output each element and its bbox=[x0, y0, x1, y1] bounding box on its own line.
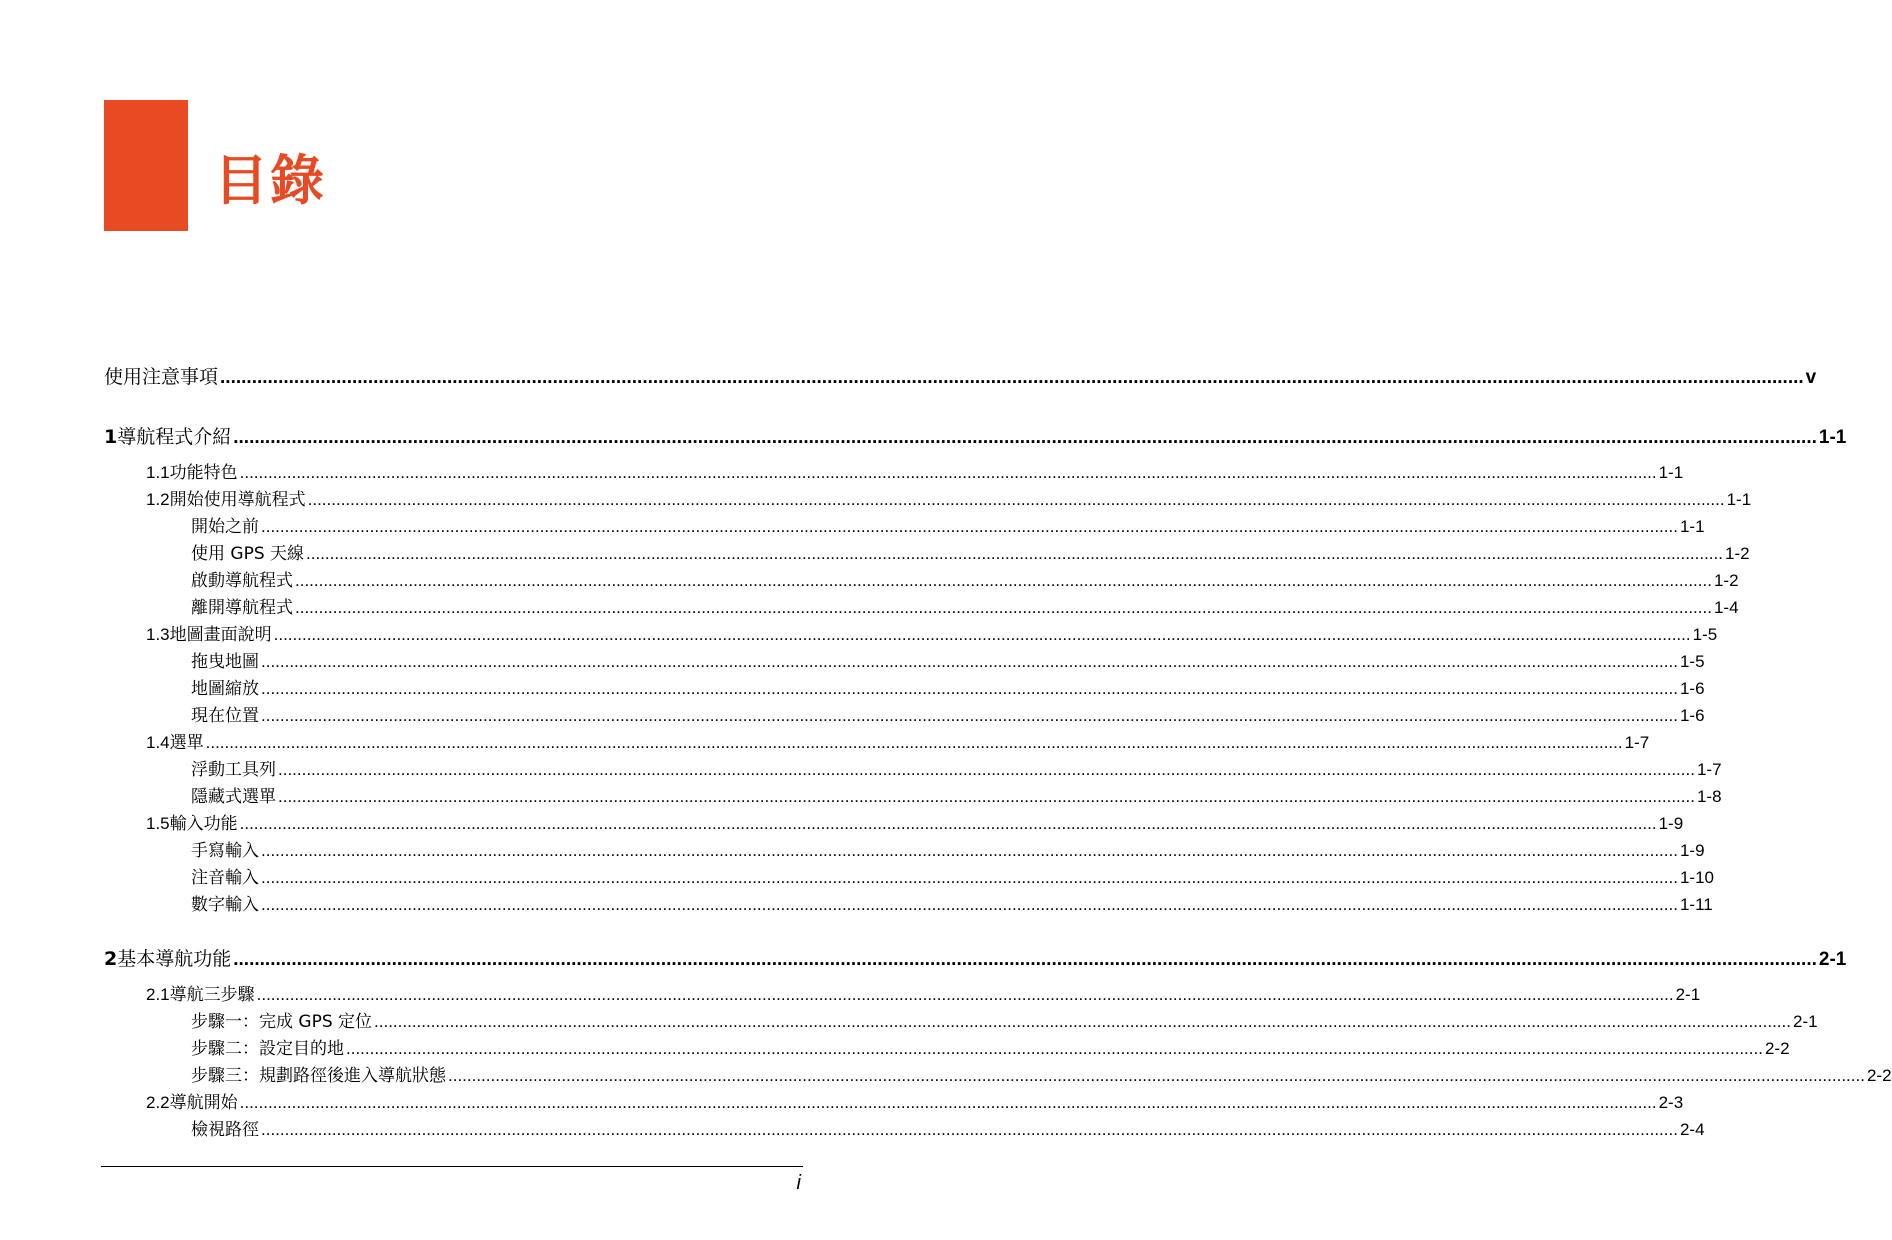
footer-divider bbox=[101, 1166, 803, 1167]
dot-leader: ............................................................................................................................................................................................................................................................................................................ bbox=[295, 598, 1712, 617]
toc-entry-page: 1-9 bbox=[1679, 841, 1705, 860]
toc-entry-title: 導航開始 bbox=[169, 1093, 238, 1113]
toc-entry[interactable] bbox=[191, 1007, 1818, 1032]
toc-entry[interactable] bbox=[191, 701, 1705, 726]
toc-entry-number: 1.1 bbox=[146, 463, 170, 482]
toc-entry-title: 離開導航程式 bbox=[191, 598, 293, 618]
toc-entry-page: v bbox=[1805, 367, 1817, 388]
dot-leader: ............................................................................................................................................................................................................................................................................................................ bbox=[233, 427, 1817, 448]
dot-leader: ............................................................................................................................................................................................................................................................................................................ bbox=[239, 463, 1657, 482]
toc-entry-page: 2-1 bbox=[1675, 985, 1701, 1004]
dot-leader: ............................................................................................................................................................................................................................................................................................................ bbox=[278, 760, 1695, 779]
dot-leader: ............................................................................................................................................................................................................................................................................................................ bbox=[278, 787, 1695, 806]
dot-leader: ............................................................................................................................................................................................................................................................................................................ bbox=[261, 868, 1678, 887]
toc-entry[interactable] bbox=[191, 674, 1705, 699]
toc-entry-title: 選單 bbox=[169, 733, 204, 753]
toc-entry-page: 1-7 bbox=[1696, 760, 1722, 779]
toc-entry-page: 1-9 bbox=[1658, 814, 1684, 833]
toc-entry-title: 手寫輸入 bbox=[191, 841, 259, 861]
toc-entry[interactable] bbox=[146, 809, 1684, 834]
toc-entry-number: 1.4 bbox=[146, 733, 170, 752]
toc-entry-page: 1-5 bbox=[1692, 625, 1718, 644]
toc-entry[interactable] bbox=[191, 863, 1714, 888]
toc-entry-page: 2-3 bbox=[1658, 1093, 1684, 1112]
toc-entry-page: 1-1 bbox=[1726, 490, 1752, 509]
toc-entry-number: 1.3 bbox=[146, 625, 170, 644]
dot-leader: ............................................................................................................................................................................................................................................................................................................ bbox=[295, 571, 1712, 590]
toc-entry-title: 開始使用導航程式 bbox=[169, 490, 306, 510]
toc-entry-title: 數字輸入 bbox=[191, 895, 259, 915]
page-number: i bbox=[796, 1172, 801, 1194]
toc-entry-page: 1-1 bbox=[1679, 517, 1705, 536]
toc-entry-number: 1 bbox=[104, 426, 118, 448]
toc-entry-page: 1-1 bbox=[1658, 463, 1684, 482]
toc-entry-title: 基本導航功能 bbox=[117, 948, 232, 970]
toc-entry-title: 開始之前 bbox=[191, 517, 259, 537]
toc-entry[interactable] bbox=[191, 566, 1739, 591]
toc-entry-title: 檢視路徑 bbox=[191, 1120, 259, 1140]
toc-entry-title: 步驟一：完成 GPS 定位 bbox=[191, 1012, 373, 1032]
toc-entry-number: 2 bbox=[104, 948, 118, 970]
dot-leader: ............................................................................................................................................................................................................................................................................................................ bbox=[239, 1093, 1657, 1112]
toc-entry-page: 1-10 bbox=[1679, 868, 1714, 887]
toc-entry[interactable] bbox=[146, 620, 1718, 645]
toc-entry[interactable] bbox=[146, 980, 1701, 1005]
dot-leader: ............................................................................................................................................................................................................................................................................................................ bbox=[261, 841, 1678, 860]
dot-leader: ............................................................................................................................................................................................................................................................................................................ bbox=[256, 985, 1674, 1004]
toc-entry-page: 2-1 bbox=[1792, 1012, 1818, 1031]
toc-entry-page: 1-8 bbox=[1696, 787, 1722, 806]
toc-entry-page: 2-4 bbox=[1679, 1120, 1705, 1139]
dot-leader: ............................................................................................................................................................................................................................................................................................................ bbox=[374, 1012, 1791, 1031]
toc-entry[interactable] bbox=[191, 836, 1705, 861]
dot-leader: ............................................................................................................................................................................................................................................................................................................ bbox=[346, 1039, 1763, 1058]
toc-entry-page: 1-6 bbox=[1679, 679, 1705, 698]
toc-entry[interactable] bbox=[191, 539, 1750, 564]
toc-entry-title: 輸入功能 bbox=[169, 814, 238, 834]
toc-entry-page: 1-5 bbox=[1679, 652, 1705, 671]
toc-entry-title: 現在位置 bbox=[191, 706, 259, 726]
toc-entry[interactable] bbox=[191, 890, 1713, 915]
dot-leader: ............................................................................................................................................................................................................................................................................................................ bbox=[205, 733, 1623, 752]
dot-leader: ............................................................................................................................................................................................................................................................................................................ bbox=[261, 517, 1678, 536]
dot-leader: ............................................................................................................................................................................................................................................................................................................ bbox=[306, 544, 1723, 563]
toc-entry-title: 步驟二：設定目的地 bbox=[191, 1039, 344, 1059]
dot-leader: ............................................................................................................................................................................................................................................................................................................ bbox=[261, 895, 1678, 914]
dot-leader: ............................................................................................................................................................................................................................................................................................................ bbox=[239, 814, 1657, 833]
dot-leader: ............................................................................................................................................................................................................................................................................................................ bbox=[233, 949, 1817, 970]
toc-entry-title: 拖曳地圖 bbox=[191, 652, 259, 672]
dot-leader: ............................................................................................................................................................................................................................................................................................................ bbox=[273, 625, 1691, 644]
toc-entry-page: 1-6 bbox=[1679, 706, 1705, 725]
toc-entry-title: 隱藏式選單 bbox=[191, 787, 276, 807]
toc-entry-page: 2-2 bbox=[1764, 1039, 1790, 1058]
dot-leader: ............................................................................................................................................................................................................................................................................................................ bbox=[261, 679, 1678, 698]
toc-entry-page: 2-2 bbox=[1866, 1066, 1892, 1085]
toc-entry-title: 使用 GPS 天線 bbox=[191, 544, 305, 564]
toc-entry[interactable] bbox=[191, 647, 1705, 672]
toc-entry[interactable] bbox=[191, 1061, 1892, 1086]
toc-entry-page: 1-4 bbox=[1713, 598, 1739, 617]
toc-entry[interactable] bbox=[104, 422, 1847, 449]
toc-entry-title: 地圖縮放 bbox=[191, 679, 259, 699]
toc-entry-page: 2-1 bbox=[1818, 949, 1847, 970]
toc-entry[interactable] bbox=[191, 1115, 1705, 1140]
toc-entry[interactable] bbox=[146, 485, 1752, 510]
toc-entry-title: 導航程式介紹 bbox=[117, 426, 232, 448]
toc-entry-page: 1-2 bbox=[1713, 571, 1739, 590]
toc-entry-page: 1-2 bbox=[1724, 544, 1750, 563]
toc-entry-page: 1-7 bbox=[1624, 733, 1650, 752]
dot-leader: ............................................................................................................................................................................................................................................................................................................ bbox=[448, 1066, 1865, 1085]
toc-entry-title: 注音輸入 bbox=[191, 868, 259, 888]
toc-entry-title: 地圖畫面說明 bbox=[169, 625, 272, 645]
dot-leader: ............................................................................................................................................................................................................................................................................................................ bbox=[307, 490, 1725, 509]
dot-leader: ............................................................................................................................................................................................................................................................................................................ bbox=[261, 706, 1678, 725]
page-title: 目錄 bbox=[214, 149, 326, 212]
toc-entry[interactable] bbox=[104, 944, 1847, 971]
toc-entry[interactable] bbox=[104, 362, 1817, 389]
toc-entry-title: 功能特色 bbox=[169, 463, 238, 483]
dot-leader: ............................................................................................................................................................................................................................................................................................................ bbox=[261, 652, 1678, 671]
toc-entry-title: 使用注意事項 bbox=[104, 366, 219, 388]
toc-entry[interactable] bbox=[191, 512, 1705, 537]
toc-entry-title: 啟動導航程式 bbox=[191, 571, 293, 591]
dot-leader: ............................................................................................................................................................................................................................................................................................................ bbox=[261, 1120, 1678, 1139]
toc-entry-title: 步驟三：規劃路徑後進入導航狀態 bbox=[191, 1066, 446, 1086]
toc-entry-title: 浮動工具列 bbox=[191, 760, 276, 780]
toc-entry[interactable] bbox=[191, 782, 1722, 807]
toc-entry[interactable] bbox=[146, 458, 1684, 483]
toc-entry-page: 1-1 bbox=[1818, 427, 1847, 448]
toc-entry-number: 2.1 bbox=[146, 985, 170, 1004]
toc-entry[interactable] bbox=[191, 593, 1739, 618]
toc-entry-page: 1-11 bbox=[1679, 895, 1713, 914]
toc-entry-title: 導航三步驟 bbox=[169, 985, 255, 1005]
toc-entry[interactable] bbox=[146, 728, 1650, 753]
toc-entry[interactable] bbox=[146, 1088, 1684, 1113]
toc-entry-number: 1.5 bbox=[146, 814, 170, 833]
toc-entry[interactable] bbox=[191, 755, 1722, 780]
toc-entry-number: 1.2 bbox=[146, 490, 170, 509]
toc-entry[interactable] bbox=[191, 1034, 1790, 1059]
toc-entry-number: 2.2 bbox=[146, 1093, 170, 1112]
dot-leader: ............................................................................................................................................................................................................................................................................................................ bbox=[220, 367, 1804, 388]
